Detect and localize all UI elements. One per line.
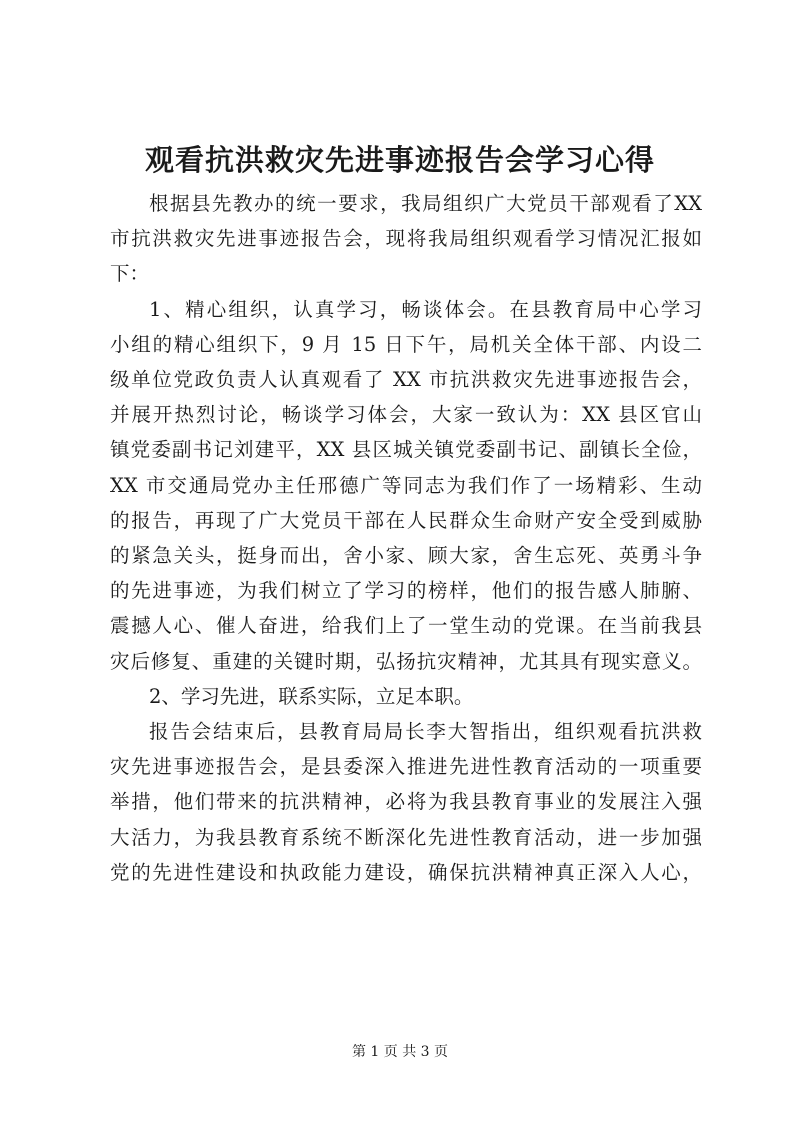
document-title: 观看抗洪救灾先进事迹报告会学习心得 [144,143,655,177]
text-line: 根据县先教办的统一要求，我局组织广大党员干部观看了XX [149,192,702,215]
paragraph-3 [110,679,702,714]
text-line: XX 市交通局党办主任邢德广等同志为我们作了一场精彩、生动 [110,473,702,497]
text-line: 市抗洪救灾先进事迹报告会，现将我局组织观看学习情况汇报如 [110,227,702,251]
paragraph-1 [110,186,702,292]
text-line: 灾先进事迹报告会，是县委深入推进先进性教育活动的一项重要 [110,755,702,779]
text-line: 党的先进性建设和执政能力建设，确保抗洪精神真正深入人心， [110,860,702,884]
text-line: 震撼人心、催人奋进，给我们上了一堂生动的党课。在当前我县 [110,614,702,638]
paragraph-2 [110,292,702,679]
paragraph-4 [110,714,702,890]
text-line: 2、学习先进，联系实际，立足本职。 [149,684,474,708]
text-line: 的紧急关头，挺身而出，舍小家、顾大家，舍生忘死、英勇斗争 [110,544,702,568]
text-line: 并展开热烈讨论，畅谈学习体会，大家一致认为：XX 县区官山 [110,403,702,427]
document-body [110,186,702,890]
text-line: 的报告，再现了广大党员干部在人民群众生命财产安全受到威胁 [110,508,702,532]
text-line: 小组的精心组织下，9 月 15 日下午，局机关全体干部、内设二 [110,332,702,356]
text-line: 报告会结束后，县教育局局长李大智指出，组织观看抗洪救 [149,720,702,744]
text-line: 镇党委副书记刘建平，XX 县区城关镇党委副书记、副镇长全俭， [110,438,702,462]
text-line: 下： [110,262,150,286]
text-line: 举措，他们带来的抗洪精神，必将为我县教育事业的发展注入强 [110,790,702,814]
text-line: 1、精心组织，认真学习，畅谈体会。在县教育局中心学习 [149,297,702,321]
page-footer: 第 1 页 共 3 页 [351,1044,449,1060]
text-line: 大活力，为我县教育系统不断深化先进性教育活动，进一步加强 [110,825,702,849]
text-line: 的先进事迹，为我们树立了学习的榜样，他们的报告感人肺腑、 [110,579,702,603]
text-line: 灾后修复、重建的关键时期，弘扬抗灾精神，尤其具有现实意义。 [110,649,702,673]
text-line: 级单位党政负责人认真观看了 XX 市抗洪救灾先进事迹报告会， [110,368,702,392]
